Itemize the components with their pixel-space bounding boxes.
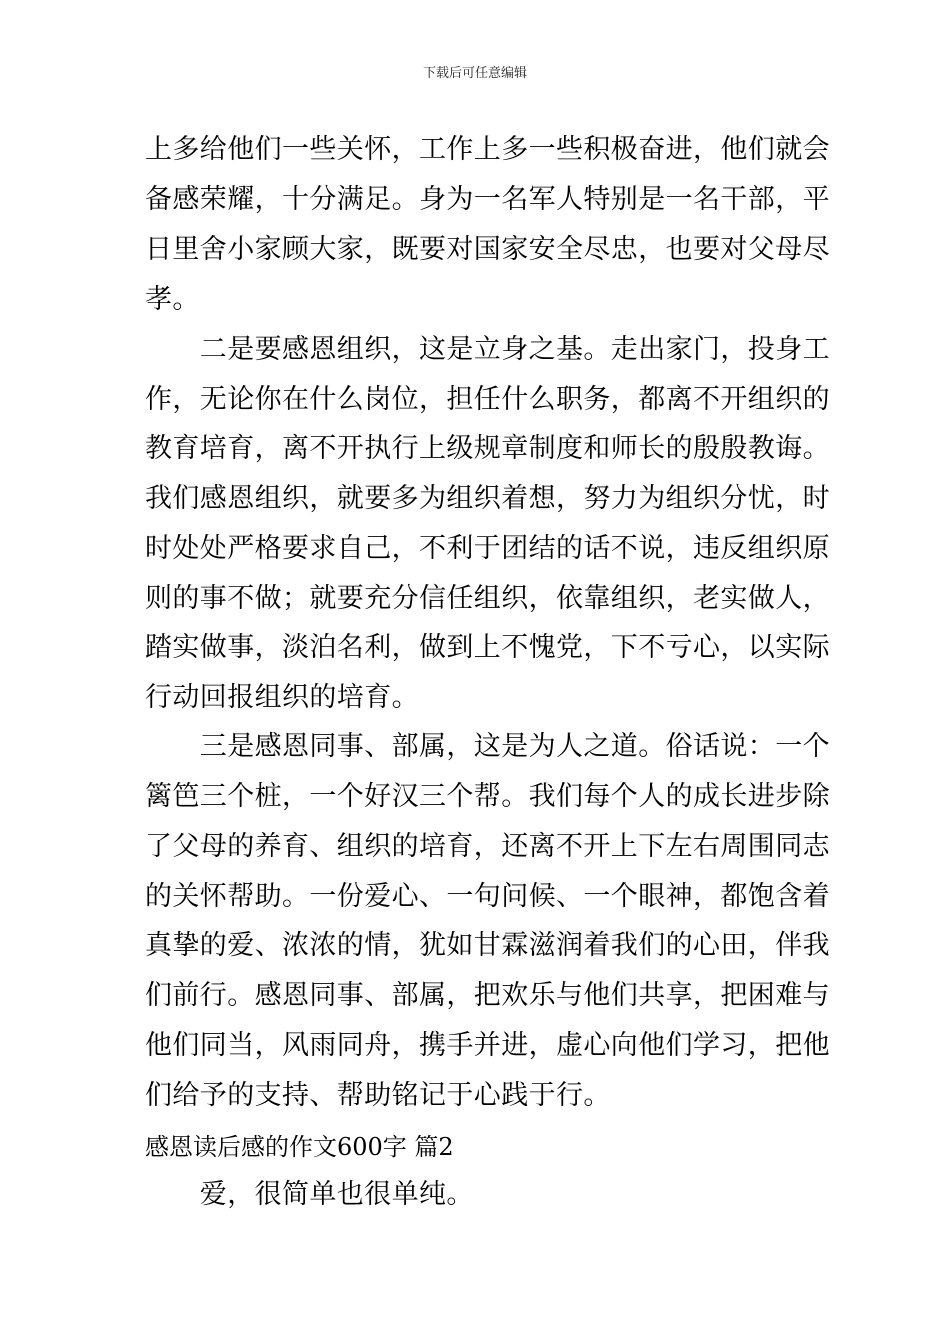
text-line: 二是要感恩组织，这是立身之基。走出家门，投身工	[145, 334, 830, 365]
text-line: 教育培育，离不开执行上级规章制度和师长的殷殷教诲。	[145, 433, 830, 464]
text-line: 行动回报组织的培育。	[145, 682, 419, 713]
text-line: 日里舍小家顾大家，既要对国家安全尽忠，也要对父母尽	[145, 234, 830, 265]
text-line: 作，无论你在什么岗位，担任什么职务，都离不开组织的	[145, 384, 830, 415]
text-line: 们给予的支持、帮助铭记于心践于行。	[145, 1080, 611, 1111]
text-line: 的关怀帮助。一份爱心、一句问候、一个眼神，都饱含着	[145, 881, 830, 912]
text-line: 踏实做事，淡泊名利，做到上不愧党，下不亏心，以实际	[145, 632, 830, 663]
text-line: 上多给他们一些关怀，工作上多一些积极奋进，他们就会	[145, 134, 830, 165]
text-line: 爱，很简单也很单纯。	[145, 1179, 474, 1210]
text-line: 则的事不做；就要充分信任组织，依靠组织，老实做人，	[145, 583, 830, 614]
text-line: 真挚的爱、浓浓的情，犹如甘霖滋润着我们的心田，伴我	[145, 930, 830, 961]
text-line: 我们感恩组织，就要多为组织着想，努力为组织分忧，时	[145, 483, 830, 514]
text-line: 篱笆三个桩，一个好汉三个帮。我们每个人的成长进步除	[145, 781, 830, 812]
header-note: 下载后可任意编辑	[422, 66, 527, 81]
text-line: 们前行。感恩同事、部属，把欢乐与他们共享，把困难与	[145, 980, 830, 1011]
text-line: 了父母的养育、组织的培育，还离不开上下左右周围同志	[145, 831, 830, 862]
section-heading: 感恩读后感的作文600字 篇2	[145, 1133, 454, 1161]
text-line: 孝。	[145, 284, 200, 315]
text-line: 时处处严格要求自己，不利于团结的话不说，违反组织原	[145, 533, 830, 564]
text-line: 他们同当，风雨同舟，携手并进，虚心向他们学习，把他	[145, 1030, 830, 1061]
text-line: 三是感恩同事、部属，这是为人之道。俗话说：一个	[145, 731, 830, 762]
text-line: 备感荣耀，十分满足。身为一名军人特别是一名干部，平	[145, 184, 830, 215]
